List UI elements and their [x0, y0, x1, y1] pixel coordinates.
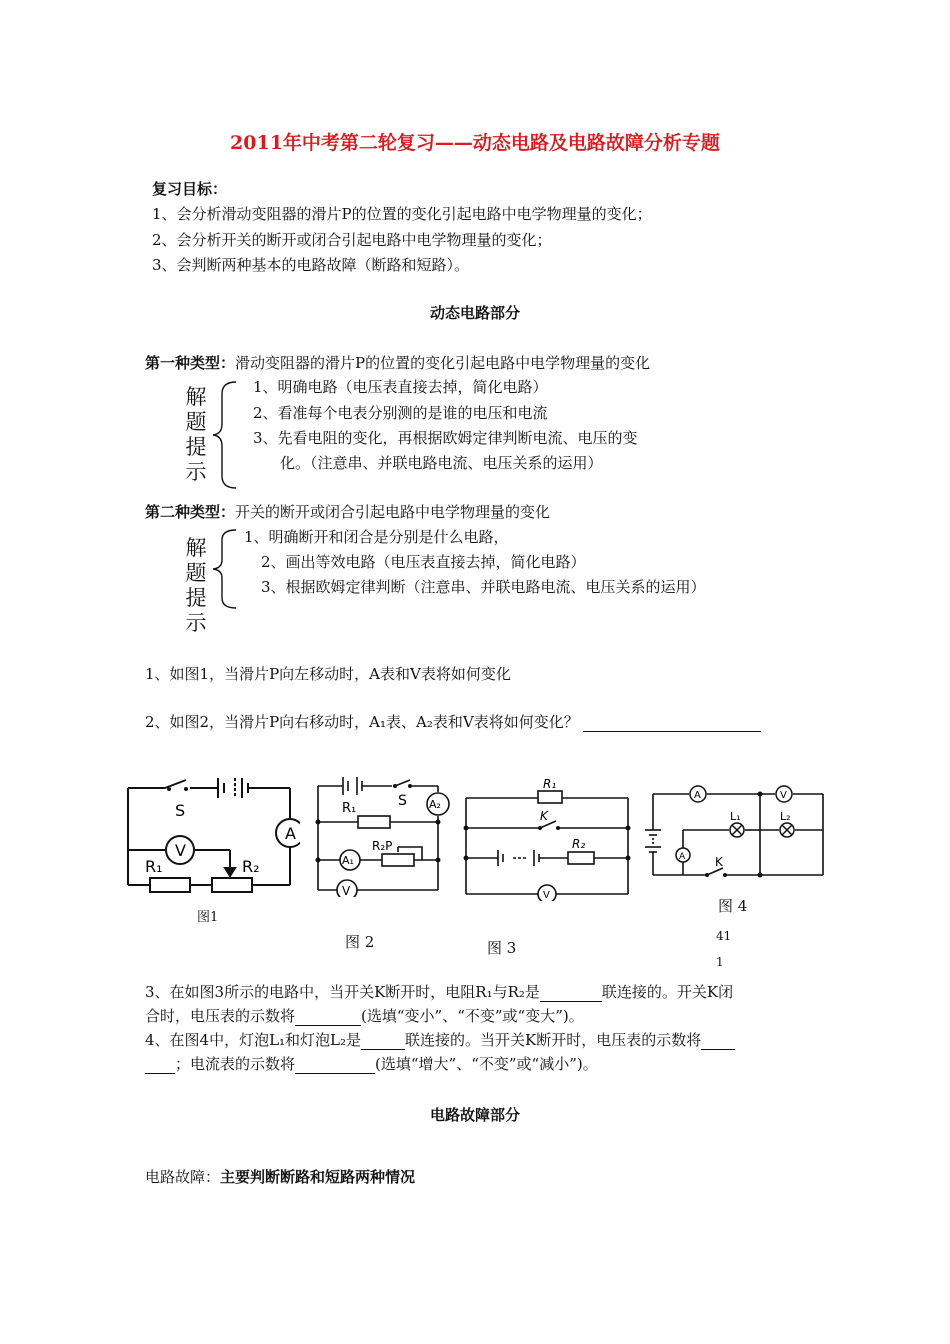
type2-brace-icon — [210, 528, 240, 610]
fig1-label-r1: R₁ — [145, 857, 163, 876]
fault-line — [145, 1166, 415, 1187]
fig3-label-r1: R₁ — [543, 777, 557, 791]
question-2-blank[interactable] — [583, 715, 761, 732]
fig4-label-l1: L₁ — [730, 810, 741, 823]
fault-label: 电路故障： — [145, 1168, 221, 1186]
figure-3-circuit — [458, 776, 636, 901]
type1-tip-4: 化。（注意串、并联电路电流、电压关系的运用） — [280, 454, 603, 472]
figure-2-caption: 图 2 — [345, 933, 375, 951]
type1-tip-2: 2、看准每个电表分别测的是谁的电压和电流 — [253, 404, 548, 422]
fig4-label-a-2: A — [679, 852, 686, 862]
goal-item-1: 1、会分析滑动变阻器的滑片P的位置的变化引起电路中电学物理量的变化； — [152, 205, 652, 223]
figure-4-circuit — [645, 780, 830, 880]
question-4-blank-1[interactable] — [361, 1033, 405, 1050]
type1-brace-icon — [210, 380, 240, 490]
figure-4-extra-1: 41 — [716, 929, 732, 943]
section-fault-heading: 电路故障部分 — [429, 1106, 520, 1124]
question-1: 1、如图1，当滑片P向左移动时，A表和V表将如何变化 — [145, 665, 511, 683]
question-4-part-2: 联连接的。当开关K断开时，电压表的示数将 — [405, 1031, 702, 1049]
fig1-label-a: A — [285, 824, 296, 843]
type1-tip-char-2: 题 — [185, 410, 207, 434]
figure-3-caption: 图 3 — [487, 939, 517, 957]
type1-tip-char-3: 提 — [185, 435, 207, 459]
type2-line — [145, 501, 550, 522]
fig4-label-v: V — [780, 790, 787, 801]
type1-label: 第一种类型： — [145, 354, 236, 372]
type2-tip-3: 3、根据欧姆定律判断（注意串、并联电路电流、电压关系的运用） — [261, 578, 706, 596]
goal-item-2: 2、会分析开关的断开或闭合引起电路中电学物理量的变化； — [152, 231, 552, 249]
type2-tip-char-4: 示 — [185, 611, 207, 635]
type1-text: 滑动变阻器的滑片P的位置的变化引起电路中电学物理量的变化 — [235, 354, 651, 372]
question-4-part-4: (选填“增大”、“不变”或“减小”)。 — [375, 1055, 598, 1073]
fault-text: 主要判断断路和短路两种情况 — [220, 1168, 416, 1186]
type2-tip-char-2: 题 — [185, 561, 207, 585]
type2-tip-char-3: 提 — [185, 586, 207, 610]
fig3-label-v: V — [543, 890, 550, 901]
question-3-line-2 — [145, 1005, 584, 1026]
fig1-label-v: V — [175, 841, 186, 860]
figure-4-caption: 图 4 — [718, 897, 748, 915]
type1-tip-char-4: 示 — [185, 460, 207, 484]
goal-item-3: 3、会判断两种基本的电路故障（断路和短路）。 — [152, 256, 470, 274]
fig1-label-r2: R₂ — [242, 857, 260, 876]
fig3-label-k: K — [540, 809, 548, 823]
question-3-part-1: 3、在如图3所示的电路中，当开关K断开时，电阻R₁与R₂是 — [145, 983, 540, 1001]
fig2-label-r2p: R₂P — [372, 839, 393, 853]
fig4-label-k: K — [715, 855, 723, 869]
question-3-blank-2[interactable] — [295, 1009, 361, 1026]
question-4-blank-2-cont[interactable] — [145, 1057, 175, 1074]
page-title: 2011年中考第二轮复习——动态电路及电路故障分析专题 — [230, 132, 720, 154]
fig3-label-r2: R₂ — [572, 837, 586, 851]
type2-tip-char-1: 解 — [185, 536, 207, 560]
question-3-line-1 — [145, 981, 733, 1002]
question-2 — [145, 711, 761, 732]
figure-1-circuit — [120, 770, 300, 900]
question-3-part-2: 联连接的。开关K闭 — [601, 983, 734, 1001]
figure-4-extra-2: 1 — [716, 955, 724, 969]
type1-tip-3: 3、先看电阻的变化，再根据欧姆定律判断电流、电压的变 — [253, 429, 638, 447]
question-3-blank-1[interactable] — [540, 985, 602, 1002]
fig2-label-a1: A₁ — [342, 854, 354, 867]
type2-tip-2: 2、画出等效电路（电压表直接去掉，简化电路） — [261, 553, 586, 571]
type2-text: 开关的断开或闭合引起电路中电学物理量的变化 — [235, 503, 551, 521]
question-3-part-3: 合时，电压表的示数将 — [145, 1007, 296, 1025]
question-4-blank-3[interactable] — [295, 1057, 375, 1074]
fig4-label-l2: L₂ — [780, 810, 791, 823]
type1-tip-1: 1、明确电路（电压表直接去掉，简化电路） — [253, 378, 548, 396]
type1-line — [145, 352, 650, 373]
fig2-label-r1: R₁ — [342, 801, 357, 816]
type2-tip-1: 1、明确断开和闭合是分别是什么电路， — [244, 528, 509, 546]
question-4-blank-2[interactable] — [701, 1033, 735, 1050]
question-4-part-1: 4、在图4中，灯泡L₁和灯泡L₂是 — [145, 1031, 362, 1049]
question-4-line-1 — [145, 1029, 735, 1050]
fig4-label-a: A — [694, 790, 701, 801]
goals-heading: 复习目标： — [152, 180, 228, 198]
fig1-label-s: S — [175, 801, 186, 820]
figure-1-caption: 图1 — [197, 910, 219, 925]
type1-tip-char-1: 解 — [185, 385, 207, 409]
fig2-label-s: S — [398, 793, 407, 809]
figure-2-circuit — [310, 772, 455, 897]
question-2-text: 2、如图2，当滑片P向右移动时，A₁表、A₂表和V表将如何变化？ — [145, 713, 579, 731]
fig2-label-a2: A₂ — [429, 798, 441, 811]
section-dynamic-heading: 动态电路部分 — [429, 304, 520, 322]
question-3-part-4: (选填“变小”、“不变”或“变大”)。 — [361, 1007, 584, 1025]
fig2-label-v: V — [342, 884, 351, 897]
question-4-line-2 — [145, 1053, 598, 1074]
type2-label: 第二种类型： — [145, 503, 236, 521]
question-4-part-3: ；电流表的示数将 — [175, 1055, 296, 1073]
